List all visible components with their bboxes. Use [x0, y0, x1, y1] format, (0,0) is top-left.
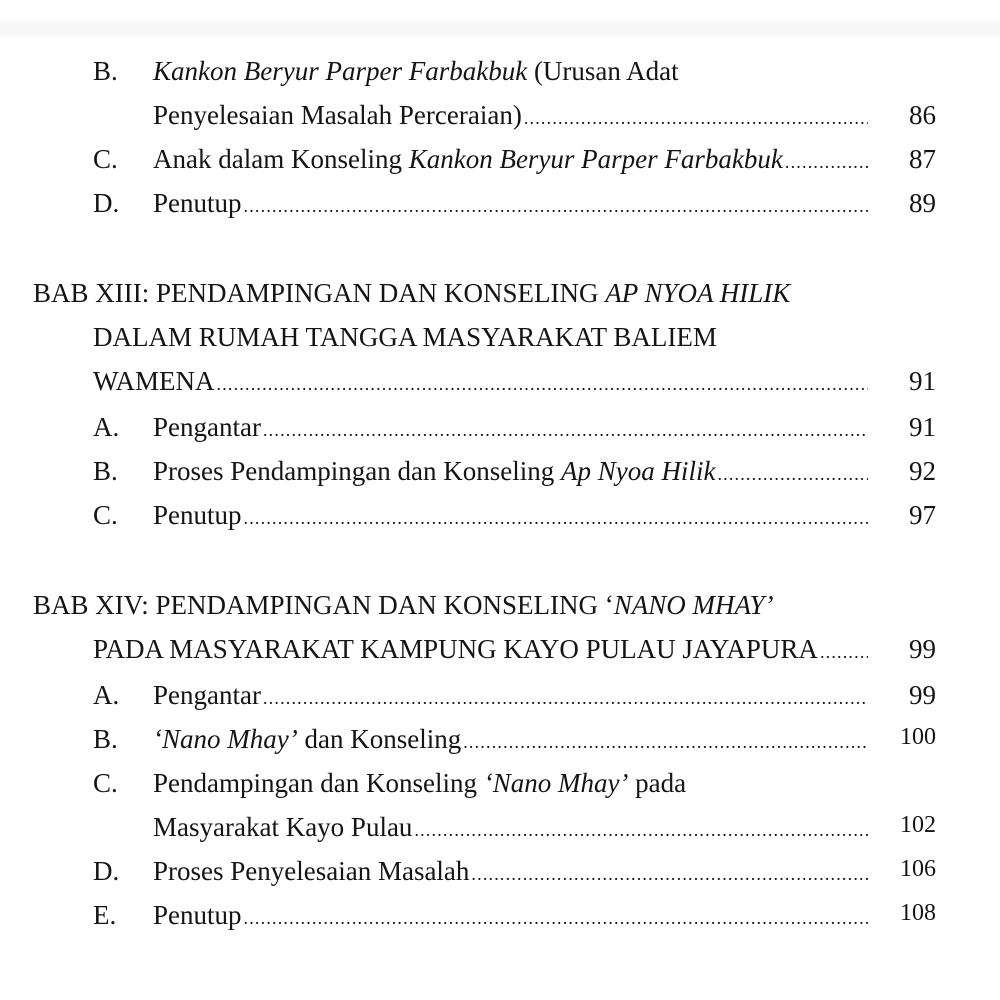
page-number: 99 — [909, 680, 936, 710]
entry-title: Pengantar — [153, 412, 261, 442]
toc-entry-prev-b-cont[interactable] — [0, 100, 1000, 144]
entry-title: Pengantar — [153, 680, 261, 710]
leader-dots — [263, 688, 868, 709]
page-number: 99 — [909, 634, 936, 664]
entry-continuation: Penyelesaian Masalah Perceraian) — [153, 100, 522, 130]
entry-title-italic: ‘Nano Mhay’ — [153, 724, 298, 754]
entry-continuation: Masyarakat Kayo Pulau — [153, 812, 413, 842]
chapter-14-heading-line2[interactable] — [0, 634, 1000, 678]
leader-dots — [717, 464, 868, 485]
page-number: 91 — [909, 412, 936, 442]
chapter-13-heading[interactable] — [0, 278, 1000, 322]
entry-letter: B. — [93, 724, 118, 754]
entry-letter: B. — [93, 456, 118, 486]
page-number: 92 — [909, 456, 936, 486]
entry-title-italic: Ap Nyoa Hilik — [560, 456, 716, 486]
entry-letter: A. — [93, 680, 120, 710]
entry-title-plain: Proses Pendampingan dan Konseling — [153, 456, 561, 486]
entry-title-rest: pada — [628, 768, 687, 798]
leader-dots — [217, 374, 869, 395]
leader-dots — [820, 642, 868, 663]
leader-dots — [263, 420, 868, 441]
entry-title-italic: Kankon Beryur Parper Farbakbuk — [408, 144, 783, 174]
entry-letter: C. — [93, 768, 118, 798]
entry-title: Penutup — [153, 900, 242, 930]
entry-title-italic: ‘Nano Mhay’ — [483, 768, 629, 798]
leader-dots — [244, 508, 868, 529]
page-number: 91 — [909, 366, 936, 396]
entry-letter: E. — [93, 900, 117, 930]
toc-entry-14-d[interactable] — [0, 856, 1000, 900]
chapter-title-line2: PADA MASYARAKAT KAMPUNG KAYO PULAU JAYAPURA — [93, 634, 818, 664]
leader-dots — [471, 864, 868, 885]
page-number: 106 — [900, 856, 936, 882]
toc-entry-13-a[interactable] — [0, 412, 1000, 456]
page-number: 97 — [909, 500, 936, 530]
entry-title-italic: Kankon Beryur Parper Farbakbuk — [153, 56, 528, 86]
leader-dots — [785, 152, 868, 173]
entry-letter: C. — [93, 144, 118, 174]
toc-entry-prev-c[interactable] — [0, 144, 1000, 188]
page-number: 100 — [900, 724, 936, 750]
leader-dots — [414, 820, 868, 841]
chapter-title-line3: WAMENA — [93, 366, 215, 396]
chapter-title-italic: AP NYOA HILIK — [605, 278, 791, 308]
leader-dots — [244, 196, 868, 217]
entry-letter: D. — [93, 188, 120, 218]
toc-entry-14-e[interactable] — [0, 900, 1000, 944]
entry-title: Penutup — [153, 500, 242, 530]
page-number: 89 — [909, 188, 936, 218]
chapter-13-heading-line2 — [0, 322, 1000, 366]
entry-title-plain: Anak dalam Konseling — [153, 144, 409, 174]
toc-entry-14-a[interactable] — [0, 680, 1000, 724]
chapter-title-italic: NANO MHAY’ — [613, 590, 774, 620]
page-number: 86 — [909, 100, 936, 130]
chapter-13-heading-line3[interactable] — [0, 366, 1000, 410]
toc-entry-14-c[interactable] — [0, 768, 1000, 812]
entry-letter: B. — [93, 56, 118, 86]
toc-entry-prev-b[interactable] — [0, 56, 1000, 100]
chapter-title-line2: DALAM RUMAH TANGGA MASYARAKAT BALIEM — [93, 322, 717, 352]
page-edge-shadow — [0, 18, 1000, 40]
entry-letter: C. — [93, 500, 118, 530]
toc-entry-14-c-cont[interactable] — [0, 812, 1000, 856]
entry-title: Penutup — [153, 188, 242, 218]
entry-letter: D. — [93, 856, 120, 886]
leader-dots — [244, 908, 868, 929]
page-number: 87 — [909, 144, 936, 174]
page-number: 108 — [900, 900, 936, 926]
entry-title-rest: dan Konseling — [297, 724, 462, 754]
leader-dots — [524, 108, 868, 129]
chapter-14-heading[interactable] — [0, 590, 1000, 634]
entry-title-rest: (Urusan Adat — [527, 56, 679, 86]
chapter-title-plain: BAB XIV: PENDAMPINGAN DAN KONSELING ‘ — [33, 590, 614, 620]
toc-entry-13-b[interactable] — [0, 456, 1000, 500]
entry-letter: A. — [93, 412, 120, 442]
leader-dots — [463, 732, 868, 753]
chapter-title-plain: BAB XIII: PENDAMPINGAN DAN KONSELING — [33, 278, 606, 308]
page-number: 102 — [900, 812, 936, 838]
entry-title: Proses Penyelesaian Masalah — [153, 856, 470, 886]
toc-entry-14-b[interactable] — [0, 724, 1000, 768]
entry-title-plain: Pendampingan dan Konseling — [153, 768, 484, 798]
toc-entry-prev-d[interactable] — [0, 188, 1000, 232]
toc-entry-13-c[interactable] — [0, 500, 1000, 544]
